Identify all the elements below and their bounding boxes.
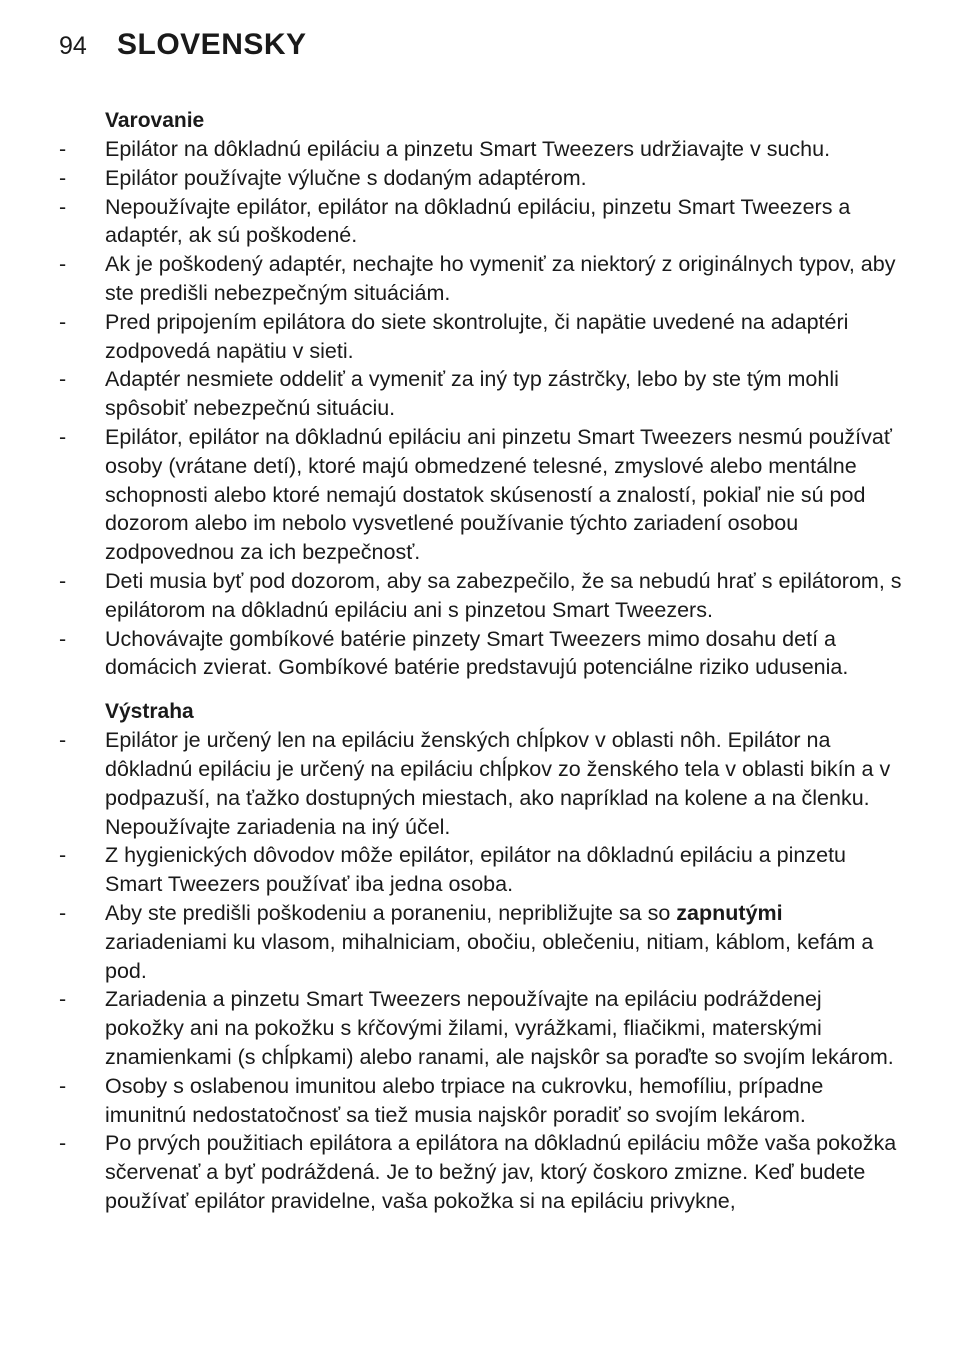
list-item-text: Pred pripojením epilátora do siete skontrolujte, či napätie uvedené na adaptéri zodpovedá napätiu v sieti. bbox=[105, 309, 849, 363]
list-dash: - bbox=[59, 424, 67, 449]
list-item bbox=[0, 250, 954, 308]
list-item bbox=[0, 899, 954, 985]
page-language-heading: SLOVENSKY bbox=[117, 28, 307, 61]
list-item-text: Epilátor je určený len na epiláciu ženských chĺpkov v oblasti nôh. Epilátor na dôkladnú epiláciu je určený na epiláciu chĺpkov zo ženského tela v oblasti bikín a v podpazuší, na ťažko dostupných miestach, ako napríklad na kolene a na členku. Nepoužívajte zariadenia na iný účel. bbox=[105, 728, 891, 839]
list-dash: - bbox=[59, 728, 67, 753]
list-dash: - bbox=[59, 137, 67, 161]
list-item-text: Adaptér nesmiete oddeliť a vymeniť za iný typ zástrčky, lebo by ste tým mohli spôsobiť nebezpečnú situáciu. bbox=[105, 367, 839, 421]
list-dash: - bbox=[59, 1073, 67, 1098]
list-item-text-after: zariadeniami ku vlasom, mihalniciam, obočiu, oblečeniu, nitiam, káblom, kefám a pod. bbox=[105, 929, 874, 983]
list-item bbox=[0, 726, 954, 841]
list-dash: - bbox=[59, 626, 67, 651]
section-title-caution: Výstraha bbox=[105, 700, 194, 724]
page-number: 94 bbox=[59, 32, 87, 60]
list-dash: - bbox=[59, 987, 67, 1012]
list-item-text: Epilátor používajte výlučne s dodaným adaptérom. bbox=[105, 165, 587, 190]
list-item bbox=[0, 625, 954, 683]
list-item-text: Epilátor na dôkladnú epiláciu a pinzetu Smart Tweezers udržiavajte v suchu. bbox=[105, 137, 831, 161]
list-item-text: Epilátor, epilátor na dôkladnú epiláciu ani pinzetu Smart Tweezers nesmú používať osoby (vrátane detí), ktoré majú obmedzené telesné, zmyslové alebo mentálne schopnosti alebo ktoré nemajú dostatok skúseností a znalostí, pokiaľ nie sú pod dozorom alebo im nebolo vysvetlené používanie týchto zariadení osobou zodpovednou za ich bezpečnosť. bbox=[105, 424, 892, 565]
list-item-text-before: Aby ste predišli poškodeniu a poraneniu, nepribližujte sa so bbox=[105, 900, 677, 925]
list-item-text: Nepoužívajte epilátor, epilátor na dôkladnú epiláciu, pinzetu Smart Tweezers a adaptér, ak sú poškodené. bbox=[105, 194, 851, 248]
list-item-text: Ak je poškodený adaptér, nechajte ho vymeniť za niektorý z originálnych typov, aby ste predišli nebezpečným situáciám. bbox=[105, 252, 896, 305]
list-item bbox=[0, 567, 954, 625]
list-item bbox=[0, 423, 954, 567]
list-dash: - bbox=[59, 309, 67, 334]
list-item bbox=[0, 164, 954, 193]
list-item-text: Deti musia byť pod dozorom, aby sa zabezpečilo, že sa nebudú hrať s epilátorom, s epilátorom na dôkladnú epiláciu ani s pinzetou Smart Tweezers. bbox=[105, 568, 902, 622]
list-item-text: Po prvých použitiach epilátora a epilátora na dôkladnú epiláciu môže vaša pokožka sčervenať a byť podráždená. Je to bežný jav, ktorý čoskoro zmizne. Keď budete používať epilátor pravidelne, vaša pokožka si na epiláciu privykne, bbox=[105, 1131, 897, 1213]
list-item-text: Z hygienických dôvodov môže epilátor, epilátor na dôkladnú epiláciu a pinzetu Smart Tweezers používať iba jedna osoba. bbox=[105, 843, 847, 897]
section-warning bbox=[0, 106, 954, 682]
list-dash: - bbox=[59, 843, 67, 868]
list-dash: - bbox=[59, 568, 67, 593]
list-dash: - bbox=[59, 900, 67, 925]
list-item-text: Zariadenia a pinzetu Smart Tweezers nepoužívajte na epiláciu podráždenej pokožky ani na pokožku s kŕčovými žilami, vyrážkami, fliačikmi, materskými znamienkami (s chĺpkami) alebo ranami, ale najskôr sa poraďte so svojím lekárom. bbox=[105, 987, 894, 1069]
list-dash: - bbox=[59, 194, 67, 219]
list-item bbox=[0, 841, 954, 899]
list-item bbox=[0, 985, 954, 1071]
list-item bbox=[0, 1129, 954, 1215]
section-spacer bbox=[0, 682, 954, 697]
list-item bbox=[0, 135, 954, 164]
section-caution bbox=[0, 697, 954, 1216]
list-item-text: Uchovávajte gombíkové batérie pinzety Smart Tweezers mimo dosahu detí a domácich zvierat. Gombíkové batérie predstavujú potenciálne riziko udusenia. bbox=[105, 626, 849, 680]
list-item-text-bold: zapnutými bbox=[676, 900, 783, 925]
page-content bbox=[0, 106, 954, 1216]
list-dash: - bbox=[59, 165, 67, 190]
list-item bbox=[0, 1072, 954, 1130]
list-item-text: Osoby s oslabenou imunitou alebo trpiace na cukrovku, hemofíliu, prípadne imunitnú nedostatočnosť sa tiež musia najskôr poradiť so svojím lekárom. bbox=[105, 1073, 824, 1127]
list-item bbox=[0, 365, 954, 423]
list-item bbox=[0, 308, 954, 366]
page-header bbox=[59, 28, 307, 62]
list-item bbox=[0, 193, 954, 251]
list-dash: - bbox=[59, 367, 67, 392]
list-dash: - bbox=[59, 252, 67, 277]
section-title-warning: Varovanie bbox=[105, 109, 205, 132]
list-dash: - bbox=[59, 1131, 67, 1156]
